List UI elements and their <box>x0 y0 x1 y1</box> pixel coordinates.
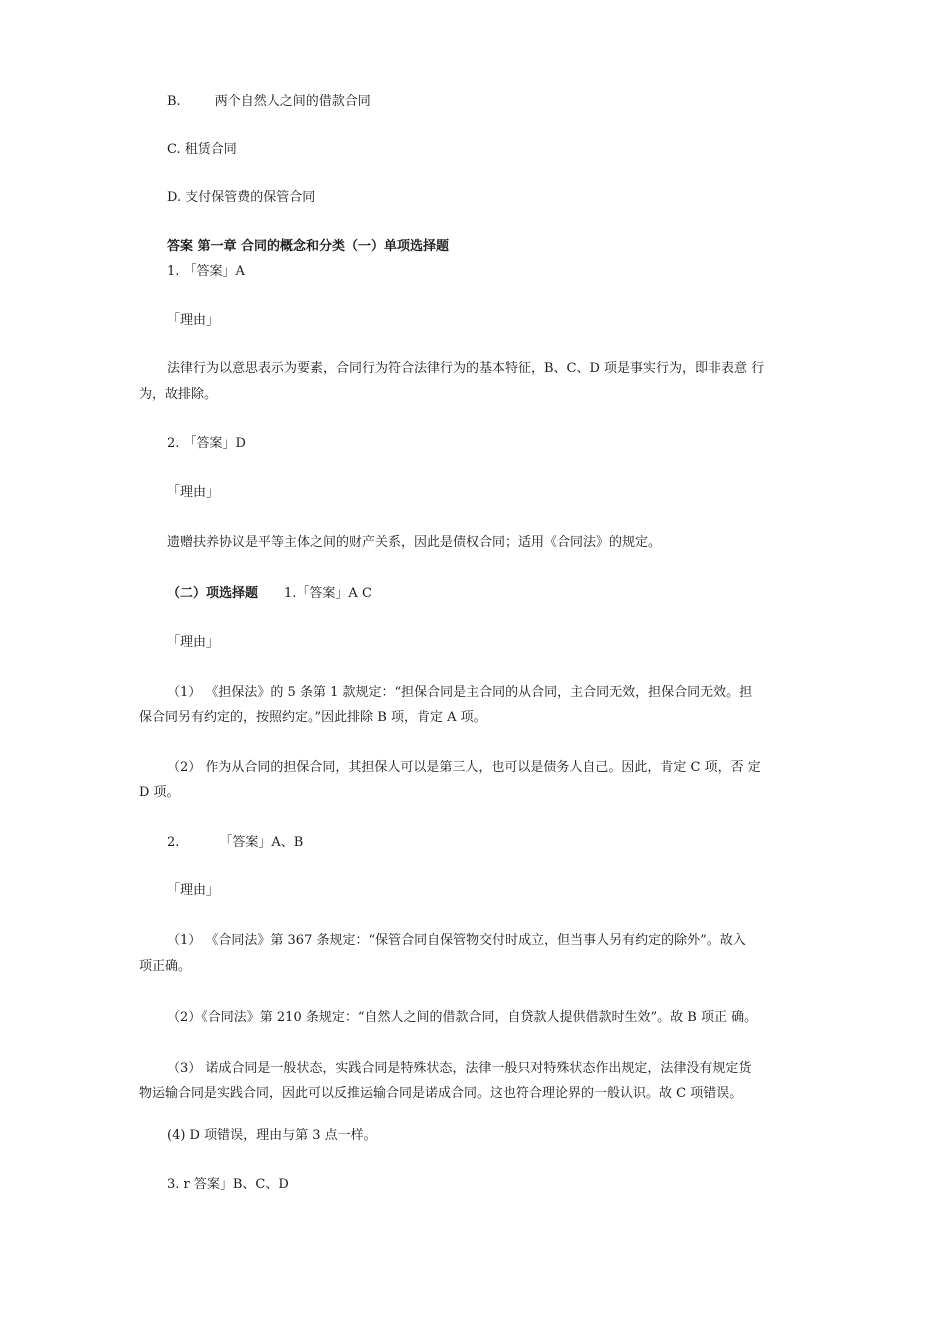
option-b-text: 两个自然人之间的借款合同 <box>214 94 371 109</box>
single-q2-answer: 2. 「答案」D <box>167 436 246 451</box>
single-q1-reason-line2: 为，故排除。 <box>139 387 218 402</box>
option-b <box>167 94 371 110</box>
multi-q2-answer-line <box>167 835 303 851</box>
multi-q1-p2-line1: （2） 作为从合同的担保合同，其担保人可以是第三人，也可以是债务人自己。因此，肯定 C 项，否 定 <box>167 760 761 775</box>
option-b-label: B. <box>167 94 181 109</box>
multi-q1-answer: 1.「答案」A C <box>284 586 372 601</box>
multi-heading: （二）项选择题 <box>167 586 259 601</box>
multi-q1-p2-line2: D 项。 <box>139 785 180 800</box>
single-q1-answer: 1. 「答案」A <box>167 264 245 279</box>
multi-q2-p4: (4) D 项错误，理由与第 3 点一样。 <box>167 1128 377 1143</box>
multi-heading-line <box>167 586 372 602</box>
answers-heading: 答案 第一章 合同的概念和分类（一）单项选择题 <box>167 239 450 254</box>
single-q1-reason-label: 「理由」 <box>167 313 220 328</box>
multi-q2-p2: （2）《合同法》第 210 条规定：“自然人之间的借款合同，自贷款人提供借款时生效”。故 B 项正 确。 <box>167 1010 758 1025</box>
multi-q1-p1-line2: 保合同另有约定的，按照约定。”因此排除 B 项，肯定 A 项。 <box>139 710 487 725</box>
multi-q1-p1-line1: （1） 《担保法》的 5 条第 1 款规定：“担保合同是主合同的从合同，主合同无效，担保合同无效。担 <box>167 685 753 700</box>
multi-q2-p3-line2: 物运输合同是实践合同，因此可以反推运输合同是诺成合同。这也符合理论界的一般认识。故 C 项错误。 <box>139 1086 743 1101</box>
single-q2-reason-label: 「理由」 <box>167 485 220 500</box>
multi-q2-reason-label: 「理由」 <box>167 883 220 898</box>
multi-q2-p3-line1: （3） 诺成合同是一般状态，实践合同是特殊状态，法律一般只对特殊状态作出规定，法律没有规定货 <box>167 1061 752 1076</box>
option-c: C. 租赁合同 <box>167 142 237 157</box>
multi-q1-reason-label: 「理由」 <box>167 635 220 650</box>
multi-q3-answer: 3. r 答案」B、C、D <box>167 1177 289 1192</box>
single-q1-reason-line1: 法律行为以意思表示为要素，合同行为符合法律行为的基本特征，B、C、D 项是事实行为，即非表意 行 <box>167 361 765 376</box>
multi-q2-num: 2. <box>167 835 180 850</box>
option-d: D. 支付保管费的保管合同 <box>167 190 316 205</box>
multi-q2-answer: 「答案」A、B <box>219 835 304 850</box>
multi-q2-p1-line1: （1） 《合同法》第 367 条规定：“保管合同自保管物交付时成立，但当事人另有约定的除外”。故入 <box>167 933 746 948</box>
multi-q2-p1-line2: 项正确。 <box>139 959 192 974</box>
single-q2-reason: 遗赠扶养协议是平等主体之间的财产关系，因此是债权合同；适用《合同法》的规定。 <box>167 535 662 550</box>
